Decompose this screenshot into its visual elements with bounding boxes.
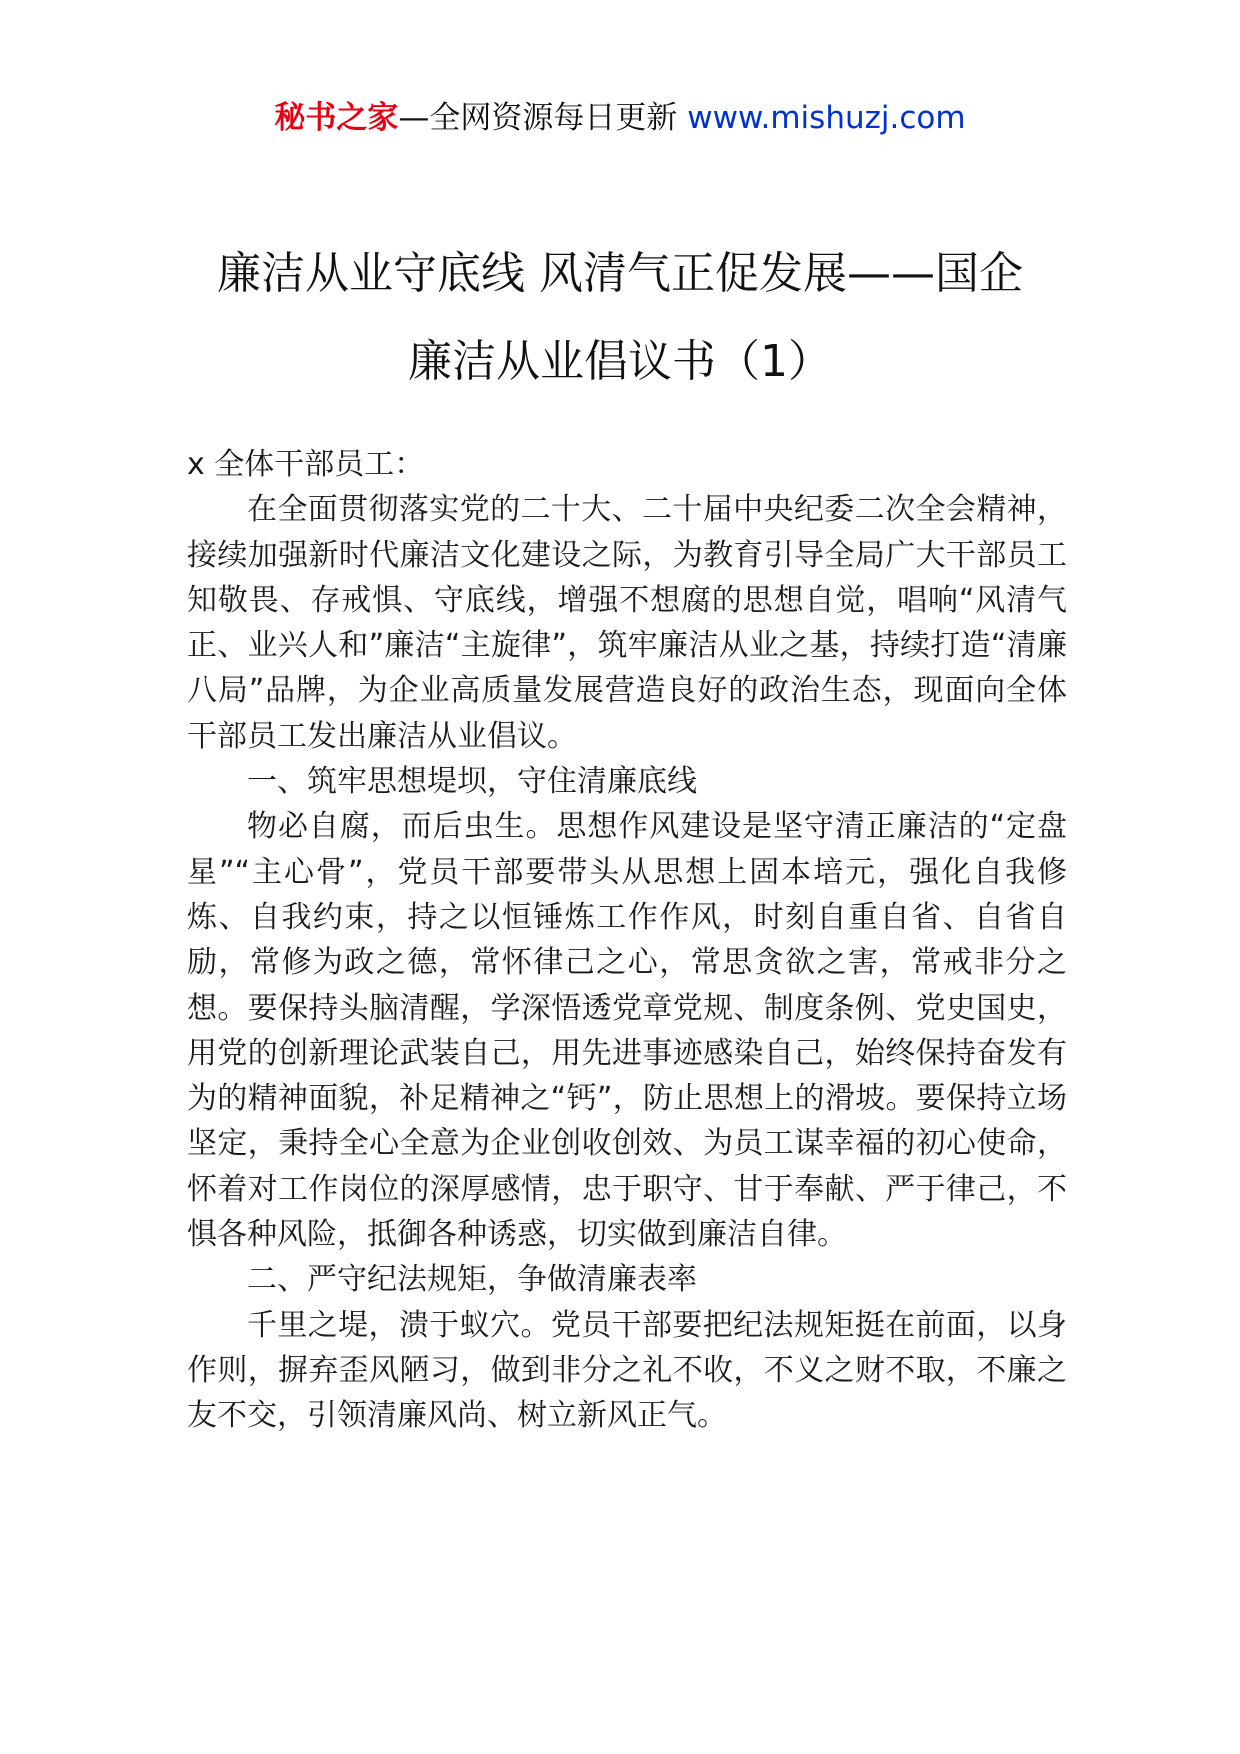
section-2-paragraph: 千里之堤，溃于蚁穴。党员干部要把纪法规矩挺在前面，以身作则，摒弃歪风陋习，做到非分之礼不收，不义之财不取，不廉之友不交，引领清廉风尚、树立新风正气。 [187, 1307, 1067, 1434]
title-line-1: 廉洁从业守底线 风清气正促发展——国企 [217, 248, 1023, 299]
brand-name: 秘书之家 [274, 100, 399, 136]
intro-paragraph: 在全面贯彻落实党的二十大、二十届中央纪委二次全会精神，接续加强新时代廉洁文化建设之际，为教育引导全局广大干部员工知敬畏、存戒惧、守底线，增强不想腐的思想自觉，唱响“风清气正、业兴人和”廉洁“主旋律”，筑牢廉洁从业之基，持续打造“清廉八局”品牌，为企业高质量发展营造良好的政治生态，现面向全体干部员工发出廉洁从业倡议。 [187, 492, 1067, 754]
title-line-2: 廉洁从业倡议书（1） [408, 336, 832, 387]
section-2-heading: 二、严守纪法规矩，争做清廉表率 [247, 1262, 697, 1298]
document-body [187, 442, 1067, 1439]
header-tagline: —全网资源每日更新 [398, 100, 688, 136]
salutation: x 全体干部员工： [187, 447, 425, 482]
section-1-heading: 一、筑牢思想堤坝，守住清廉底线 [247, 764, 697, 800]
site-url-link[interactable]: www.mishuzj.com [687, 100, 966, 136]
section-1-paragraph: 物必自腐，而后虫生。思想作风建设是坚守清正廉洁的“定盘星”“主心骨”，党员干部要带头从思想上固本培元，强化自我修炼、自我约束，持之以恒锤炼工作作风，时刻自重自省、自省自励，常修为政之德，常怀律己之心，常思贪欲之害，常戒非分之想。要保持头脑清醒，学深悟透党章党规、制度条例、党史国史，用党的创新理论武装自己，用先进事迹感染自己，始终保持奋发有为的精神面貌，补足精神之“钙”，防止思想上的滑坡。要保持立场坚定，秉持全心全意为企业创收创效、为员工谋幸福的初心使命，怀着对工作岗位的深厚感情，忠于职守、甘于奉献、严于律己，不惧各种风险，抵御各种诱惑，切实做到廉洁自律。 [187, 809, 1067, 1253]
site-header [0, 98, 1240, 138]
document-title [140, 230, 1100, 406]
